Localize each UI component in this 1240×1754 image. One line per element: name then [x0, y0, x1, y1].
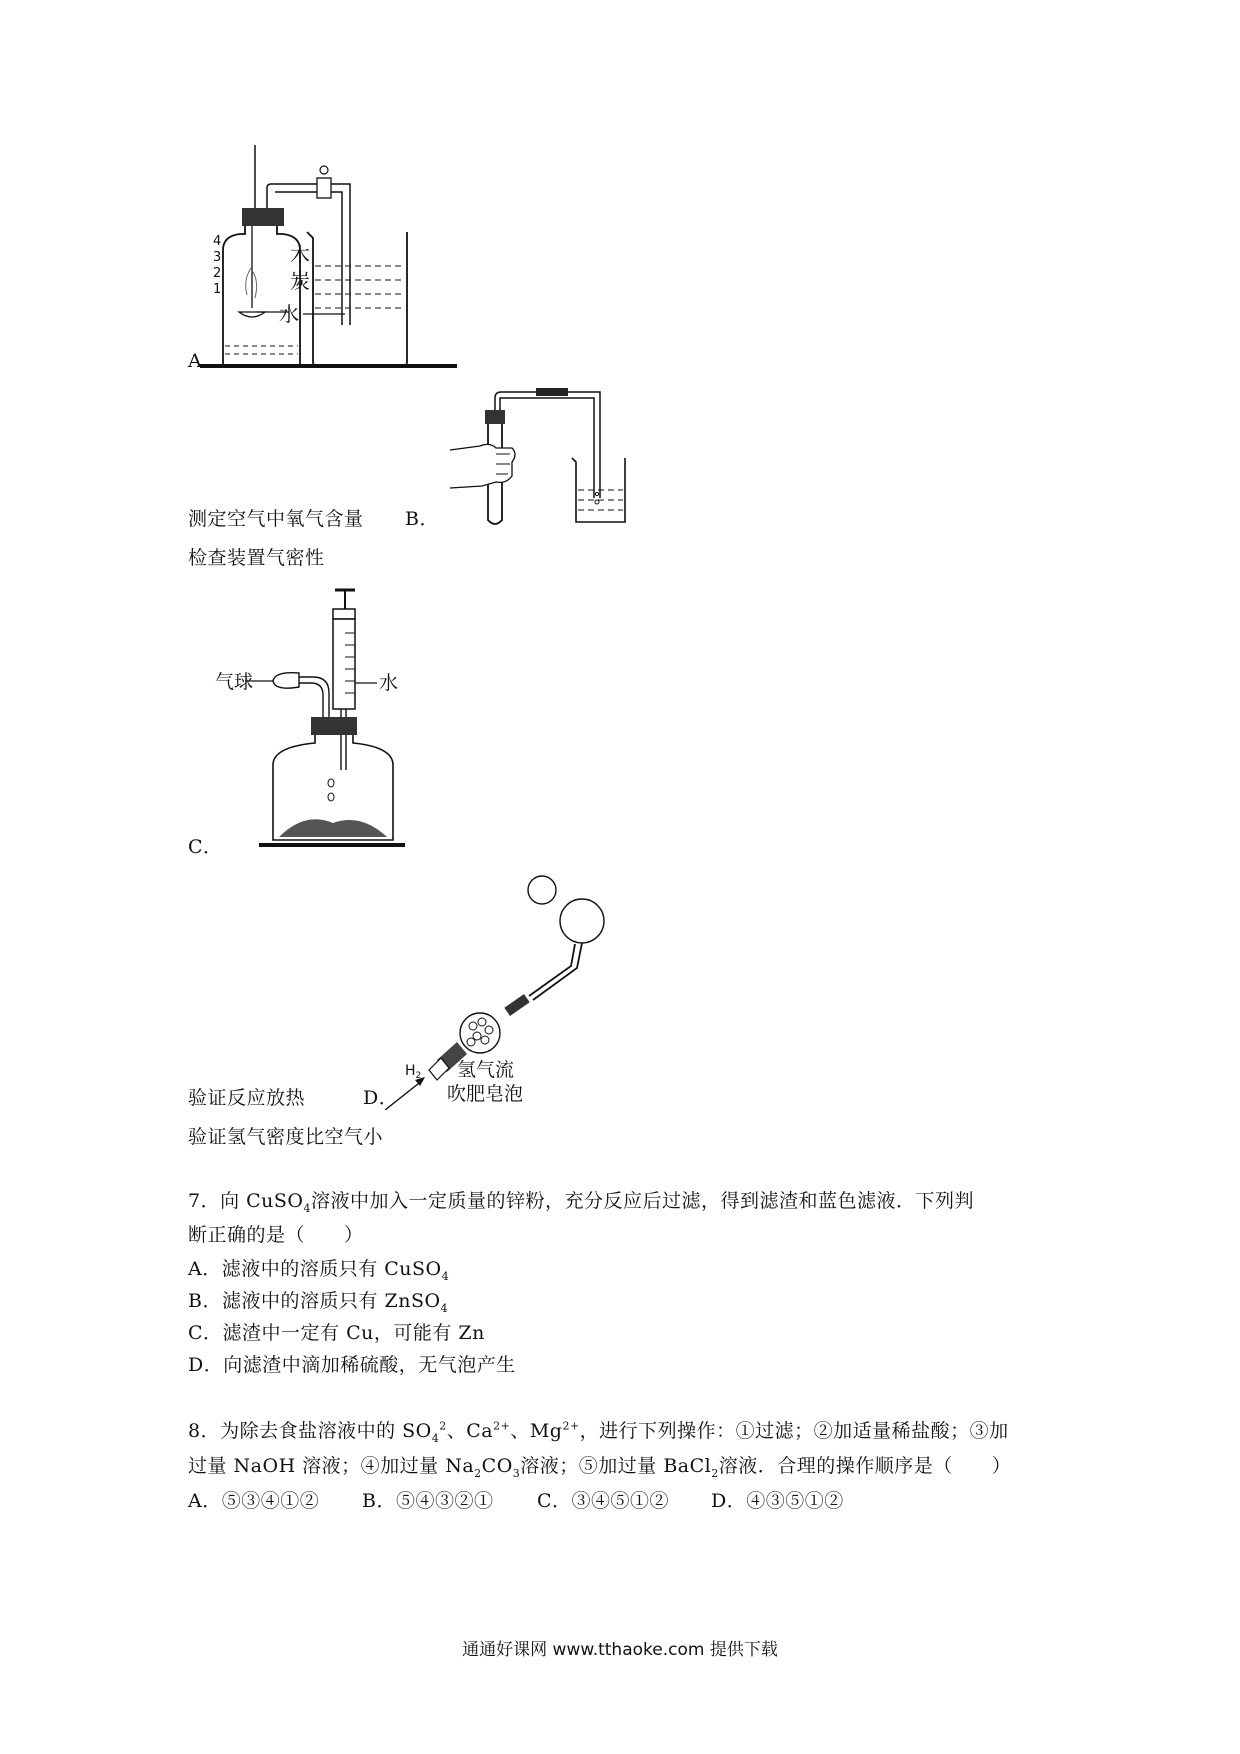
- figure-c-drawing: [215, 585, 420, 850]
- scale-label: 1: [213, 282, 222, 297]
- figure-d-drawing: [385, 870, 635, 1110]
- figure-a-drawing: [195, 140, 465, 370]
- page-footer: 通通好课网 www.tthaoke.com 提供下载: [462, 1640, 778, 1660]
- figure-d-hydrogen-density: [385, 870, 635, 1110]
- option-d-caption: 验证氢气密度比空气小: [188, 1126, 384, 1148]
- q8-stem: 8．为除去食盐溶液中的 $SO_4^2$、$Ca^{2+}$、$Mg^{2+}$，进行下列操作：①过滤；②加适量稀盐酸；③加: [188, 1419, 1009, 1445]
- option-a-caption: 测定空气中氧气含量: [188, 508, 364, 530]
- q7-stem: 7．向 CuSO$_4$溶液中加入一定质量的锌粉，充分反应后过滤，得到滤渣和蓝色滤液．下列判: [188, 1190, 975, 1215]
- q8-option-a: A．⑤③④①②: [188, 1490, 320, 1512]
- q8-option-b: B．⑤④③②①: [362, 1490, 494, 1512]
- option-b-caption: 检查装置气密性: [188, 547, 325, 569]
- option-a-label: A．: [188, 350, 222, 372]
- scale-label: 2: [213, 266, 222, 281]
- scale-label: 4: [213, 234, 222, 249]
- soap-bubble-label: 吹肥皂泡: [447, 1083, 524, 1105]
- q7-option-a: A．滤液中的溶质只有 CuSO$_4$: [188, 1258, 450, 1283]
- figure-b-airtightness-check: [440, 378, 645, 528]
- water-label: 水: [379, 672, 399, 694]
- option-d-label: D．: [363, 1087, 399, 1109]
- option-c-caption: 验证反应放热: [188, 1087, 306, 1109]
- q8-option-c: C．③④⑤①②: [537, 1490, 670, 1512]
- figure-c-heat-release: [215, 585, 420, 850]
- charcoal-label-1: 木: [290, 243, 310, 267]
- q7-option-d: D．向滤渣中滴加稀硫酸，无气泡产生: [188, 1354, 516, 1376]
- q8-option-d: D．④③⑤①②: [711, 1490, 844, 1512]
- option-c-label: C．: [188, 836, 223, 858]
- q7-option-b: B．滤液中的溶质只有 ZnSO$_4$: [188, 1290, 449, 1315]
- figure-b-drawing: [440, 378, 645, 528]
- scale-label: 3: [213, 250, 222, 265]
- option-b-label: B．: [405, 508, 439, 530]
- figure-a-oxygen-measurement: [195, 140, 465, 370]
- q7-stem-line2: 断正确的是（ ）: [188, 1224, 364, 1246]
- hydrogen-flow-label: 氢气流: [457, 1059, 515, 1081]
- water-label: 水: [279, 302, 299, 326]
- q7-option-c: C．滤渣中一定有 Cu，可能有 Zn: [188, 1322, 485, 1344]
- charcoal-label-2: 炭: [290, 269, 310, 293]
- h2-label: $H_2$: [405, 1063, 422, 1081]
- balloon-label: 气球: [215, 671, 254, 693]
- q8-stem-line2: 过量 NaOH 溶液；④加过量 $Na_2CO_3$溶液；⑤加过量 BaCl$_2$溶液．合理的操作顺序是（ ）: [188, 1455, 1012, 1480]
